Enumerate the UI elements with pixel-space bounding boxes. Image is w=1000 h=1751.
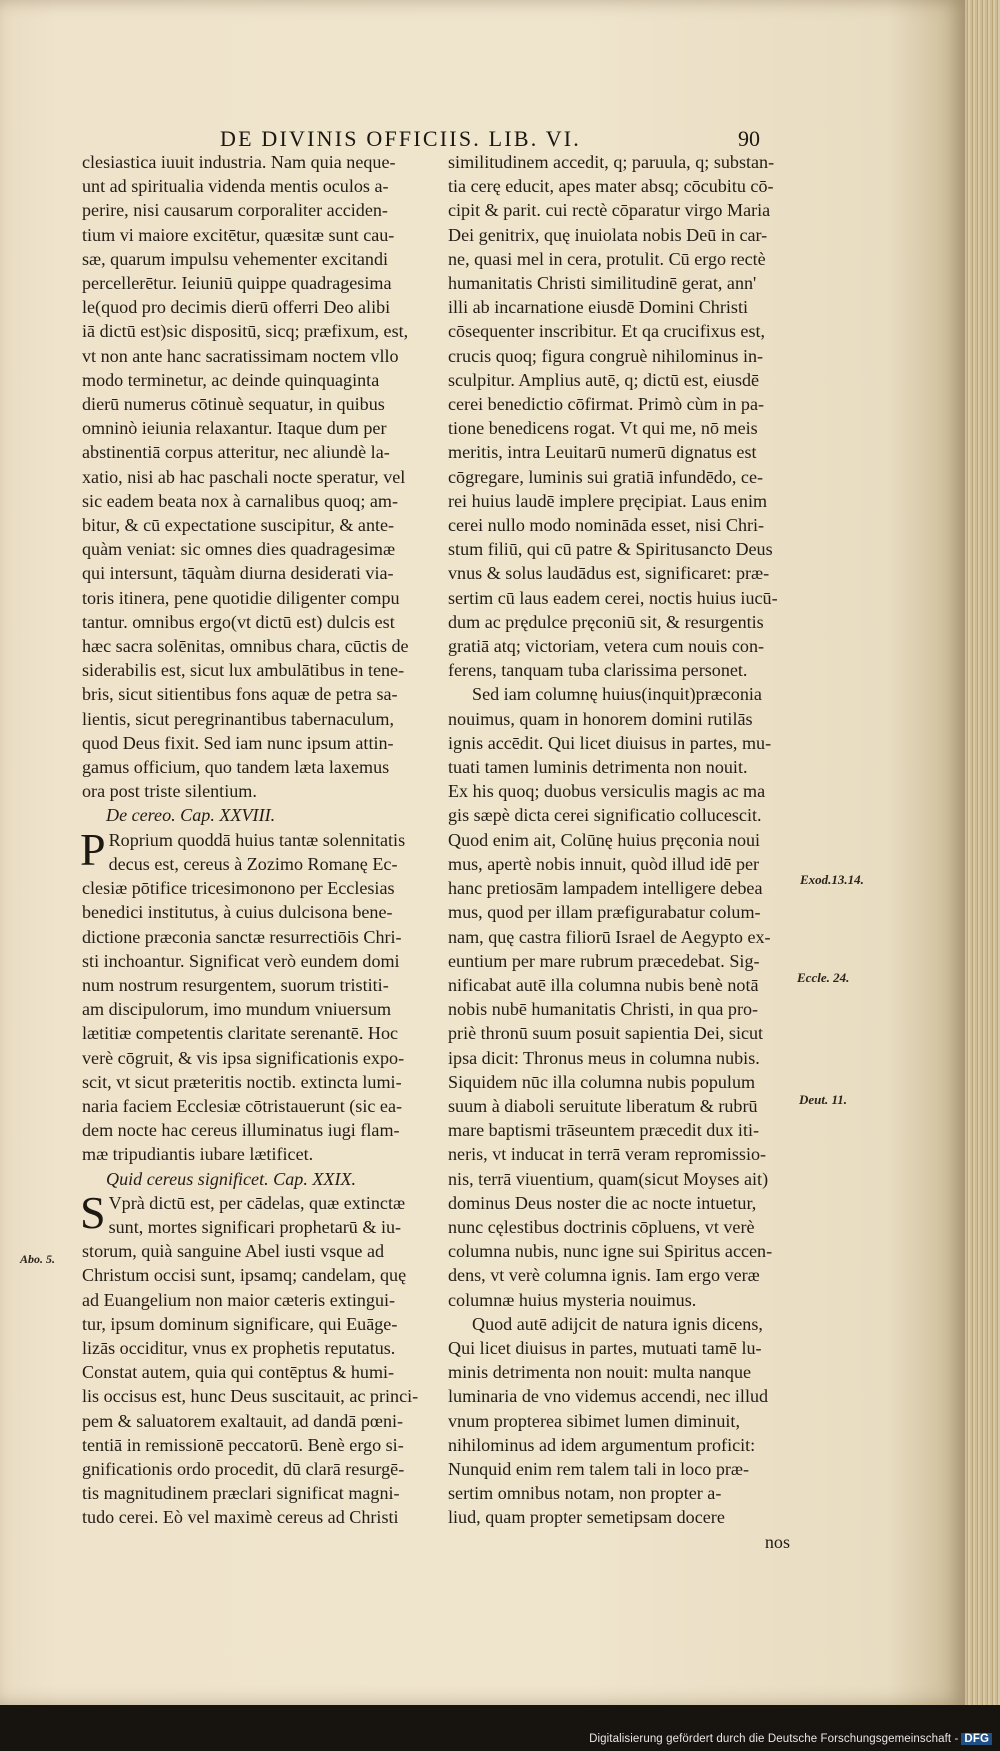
margin-note-deut: Deut. 11. [799,1092,848,1107]
text-line: Sed iam columnę huius(inquit)præconia [472,684,762,705]
folio-number: 90 [738,126,760,151]
text-line: sertim omnibus notam, non propter a- [448,1483,722,1504]
text-line: tuati tamen luminis detrimenta non nouit. [448,757,748,778]
text-line: dierū numerus cōtinuè sequatur, in quibus [82,394,385,415]
text-line: qui intersunt, tāquàm diurna desiderati via- [82,563,394,584]
text-line: num nostrum resurgentem, suorum tristiti- [82,974,389,995]
text-line: dictione præconia sanctæ resurrectiōis Chri- [82,926,402,947]
text-line: dominus Deus noster die ac nocte intuetur, [448,1192,757,1213]
text-line: gnificationis ordo procedit, dū clarā resurgē- [82,1458,405,1479]
text-line: Constat autem, quia qui contēptus & humi- [82,1362,395,1383]
text-line: sic eadem beata nox à carnalibus quoq; am- [82,490,399,511]
text-line: tudo cerei. Eò vel maximè cereus ad Christi [82,1507,399,1528]
text-line: meritis, intra Leuitarū numerū dignatus est [448,442,757,463]
right-paragraph-1 [448,150,790,682]
text-line: vt non ante hanc sacratissimam noctem vllo [82,345,399,366]
margin-note-eccle: Eccle. 24. [797,970,850,985]
text-line: sti inchoantur. Significat verò eundem domi [82,950,400,971]
dropcap-s: S [80,1186,106,1238]
text-line: mare baptismi trāseuntem præcedit dux iti- [448,1120,760,1141]
text-line: perire, nisi causarum corporaliter acciden- [82,200,388,221]
text-line: cōgregare, luminis sui gratiā infundēdo, ce- [448,466,764,487]
chapter-28-heading: De cereo. Cap. XXVIII. [106,805,276,826]
text-line: nunc cęlestibus doctrinis cōpluens, vt verè [448,1216,755,1237]
scan-footer [0,1705,1000,1751]
text-line: mus, apertè nobis innuit, quòd illud idē per [448,853,760,874]
text-line: vnum propterea sibimet lumen diminuit, [448,1410,740,1431]
text-line: unt ad spiritualia videnda mentis oculos a- [82,176,389,197]
running-header: DE DIVINIS OFFICIIS. LIB. VI. [220,126,582,151]
left-paragraph-2 [80,823,432,1167]
text-line: humanitatis Christi similitudinē gerat, ann' [448,273,757,294]
text-line: gratiā atq; victoriam, vetera cum nouis con- [448,636,765,657]
text-line: nouimus, quam in honorem domini rutilās [448,708,753,729]
text-line: nihilominus ad idem argumentum proficit: [448,1434,756,1455]
text-line: quàm veniat: sic omnes dies quadragesimæ [82,539,396,560]
text-line: luminaria de vno videmus accendi, nec illud [448,1386,769,1407]
text-line: lis occisus est, hunc Deus suscitauit, ac princi- [82,1386,419,1407]
text-line: bris, sicut sitientibus fons aquæ de petra sa- [82,684,398,705]
text-line: Siquidem nūc illa columna nubis populum [448,1071,756,1092]
text-line: columnæ huius mysteria nouimus. [448,1289,697,1310]
text-line: verè cōgruit, & vis ipsa significationis expo- [82,1047,405,1068]
text-line: dens, vt verè columna ignis. Iam ergo veræ [448,1265,760,1286]
text-line: Roprium quoddā huius tantæ solennitatis [108,829,406,850]
text-line: euntium per mare rubrum præcedebat. Sig- [448,950,760,971]
text-line: Qui licet diuisus in partes, mutuati tamē lu- [448,1337,762,1358]
text-line: am discipulorum, imo mundum vniuersum [82,999,392,1020]
left-paragraph-1 [82,150,432,803]
text-line: Ex his quoq; duobus versiculis magis ac ma [448,781,766,802]
text-line: Christum occisi sunt, ipsamq; candelam, quę [82,1265,407,1286]
text-line: toris itinera, pene quotidie diligenter compu [82,587,400,608]
text-line: liud, quam propter semetipsam docere [448,1507,725,1528]
text-line: sculpitur. Amplius autē, q; dictū est, eiusdē [448,369,760,390]
text-line: quod Deus fixit. Sed iam nunc ipsum attin- [82,732,394,753]
text-line: illi ab incarnatione eiusdē Domini Christi [448,297,748,318]
text-line: suum à diaboli seruitute liberatum & rubrū [448,1095,758,1116]
text-line: abstinentiā corpus atteritur, nec aliundè la- [82,442,390,463]
text-line: tur, ipsum dominum significare, qui Euāge- [82,1313,398,1334]
text-line: ad Euangelium non maior cæteris extingui- [82,1289,396,1310]
page-edges [965,0,1000,1710]
text-line: tentiā in remissionē peccatorū. Benè ergo si- [82,1434,404,1455]
text-line: scit, vt sicut præteritis noctib. extincta lumi- [82,1071,402,1092]
text-line: Quod enim ait, Colūnę huius pręconia noui [448,829,761,850]
text-line: clesiæ pōtifice tricesimonono per Ecclesias [82,878,395,899]
text-line: ipsa dicit: Thronus meus in columna nubis. [448,1047,760,1068]
text-line: dem nocte hac cereus illuminatus iugi flam- [82,1120,400,1141]
right-paragraph-3 [448,1312,790,1530]
text-line: lientis, sicut peregrinantibus tabernaculum, [82,708,395,729]
catchword: nos [764,1531,790,1552]
text-line: xatio, nisi ab hac paschali nocte speratur, vel [82,466,406,487]
text-line: pem & saluatorem exaltauit, ad dandā pœni- [82,1410,404,1431]
text-line: storum, quià sanguine Abel iusti vsque ad [82,1241,385,1262]
left-paragraph-3 [80,1186,432,1530]
margin-note-exod: Exod.13.14. [800,872,864,887]
text-line: nam, quę castra filiorū Israel de Aegypto ex- [448,926,771,947]
text-line: Vprà dictū est, per cādelas, quæ extinctæ [108,1192,406,1213]
scan-credit [589,1733,992,1745]
text-line: sunt, mortes significari prophetarū & iu- [108,1216,402,1237]
text-line: cōsequenter inscribitur. Et qa crucifixus est, [448,321,766,342]
text-line: minis detrimenta non nouit: multa nanque [448,1362,752,1383]
text-line: Quod autē adijcit de natura ignis dicens, [472,1313,763,1334]
text-line: gis sæpè dicta cerei significatio collucescit. [448,805,762,826]
left-column [82,150,432,1530]
text-line: gamus officium, quo tandem læta laxemus [82,757,390,778]
text-line: nificabat autē illa columna nubis benè notā [448,974,759,995]
text-line: clesiastica iuuit industria. Nam quia neque- [82,152,396,172]
text-line: sertim cū laus eadem cerei, noctis huius iucū- [448,587,778,608]
text-line: ignis accēdit. Qui licet diuisus in partes, mu- [448,732,772,753]
text-line: tantur. omnibus ergo(vt dictū est) dulcis est [82,611,395,632]
text-line: lizās occiditur, vnus ex prophetis reputatus. [82,1337,396,1358]
text-line: omninò ieiunia relaxantur. Itaque dum per [82,418,387,439]
text-line: bitur, & cū expectatione suscipitur, & ante- [82,515,395,536]
text-line: nis, terrā viuentium, quam(sicut Moyses ait) [448,1168,769,1189]
text-line: columna nubis, nunc igne sui Spiritus accen- [448,1241,773,1262]
chapter-29-heading: Quid cereus significet. Cap. XXIX. [106,1168,357,1189]
right-paragraph-2 [448,682,790,1311]
text-line: benedici institutus, à cuius dulcisona bene- [82,902,393,923]
text-line: Dei genitrix, quę inuiolata nobis Deū in car- [448,224,768,245]
text-line: le(quod pro decimis dierū offerri Deo alibi [82,297,391,318]
text-line: mus, quod per illam præfigurabatur colum- [448,902,761,923]
text-line: siderabilis est, sicut lux ambulātibus in tene- [82,660,405,681]
right-column [448,150,790,1554]
text-line: vnus & solus laudādus est, significaret: præ- [448,563,770,584]
text-line: iā dictū est)sic dispositū, sicq; præfixum, est, [82,321,409,342]
scan-credit-text: Digitalisierung gefördert durch die Deutsche Forschungsgemeinschaft - [589,1733,959,1745]
text-line: ora post triste silentium. [82,781,257,802]
text-line: tis magnitudinem præclari significat magni- [82,1483,400,1504]
text-line: Nunquid enim rem talem tali in loco præ- [448,1458,749,1479]
margin-note-left: Abo. 5. [20,1252,56,1266]
text-line: modo terminetur, ac deinde quinquaginta [82,369,380,390]
text-line: tium vi maiore excitētur, quæsitæ sunt cau- [82,224,395,245]
text-line: percellerētur. Ieiuniū quippe quadragesima [82,273,392,294]
text-line: cerei benedictio cōfirmat. Primò cùm in pa- [448,394,765,415]
text-line: tione benedicens rogat. Vt qui me, nō meis [448,418,758,439]
text-line: hæc sacra solēnitas, omnibus chara, cūctis de [82,636,409,657]
text-line: mæ tripudiantis iubare lætificet. [82,1144,314,1165]
text-line: hanc pretiosām lampadem intelligere debea [448,878,763,899]
text-line: nobis nubē humanitatis Christi, in qua pro- [448,999,759,1020]
text-line: decus est, cereus à Zozimo Romanę Ec- [108,853,398,874]
text-line: ne, quasi mel in cera, protulit. Cū ergo rectè [448,248,766,269]
text-line: neris, vt inducat in terrā veram repromissio- [448,1144,767,1165]
text-line: stum filiū, qui cū patre & Spiritusancto Deus [448,539,773,560]
text-line: rei huius laudē implere pręcipiat. Laus enim [448,490,768,511]
text-line: ferens, tanquam tuba clarissima personet. [448,660,748,681]
text-line: naria faciem Ecclesiæ cōtristauerunt (sic ea- [82,1095,402,1116]
text-line: lætitiæ competentis claritate serenantē. Hoc [82,1023,399,1044]
text-line: similitudinem accedit, q; paruula, q; substan- [448,152,775,172]
text-line: cerei nullo modo nomināda esset, nisi Chri- [448,515,765,536]
text-line: dum ac prędulce pręconiū sit, & resurgentis [448,611,764,632]
text-line: priè thronū suum posuit sapientia Dei, sicut [448,1023,764,1044]
text-line: crucis quoq; figura congruè nihilominus in- [448,345,764,366]
dfg-logo: DFG [961,1733,992,1745]
text-line: tia cerę educit, apes mater absq; cōcubitu cō- [448,176,774,197]
dropcap-p: P [80,823,106,875]
text-line: sæ, quarum impulsu vehementer excitandi [82,248,389,269]
text-line: cipit & parit. cui rectè cōparatur virgo Maria [448,200,771,221]
